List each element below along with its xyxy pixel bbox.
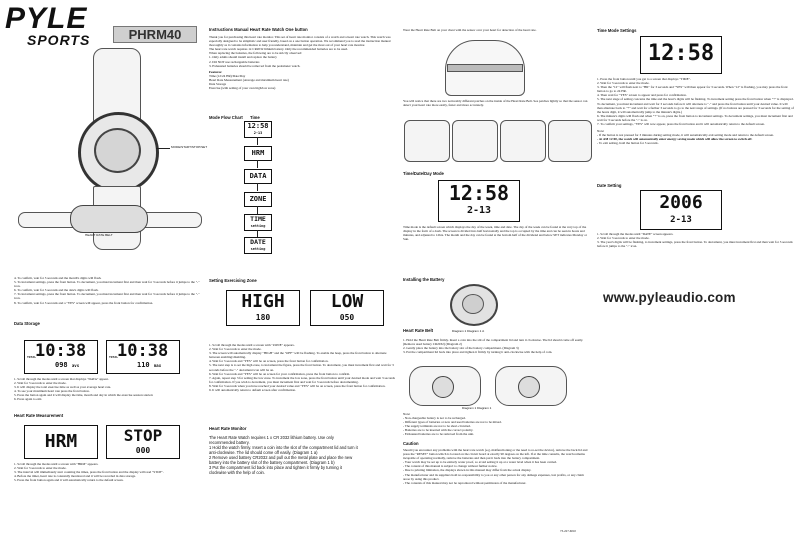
zone-step-5: 5. The next step is to set the high zone, to increment the figure, press the front button. To decrement, you must increment first and wait for 3 seconds before the "-" decrement icon will be on. [209,363,394,372]
storage-max-unit: max [153,363,162,368]
feature-2: Heart Rate Measurement (Average and maximum heart rate) [209,77,289,82]
hrm-steps [14,462,200,482]
low-sub: 050 [339,313,355,322]
install-battery-heading: Installing the Battery [403,277,445,282]
date-confirm-steps [14,276,200,305]
caution-2: - Your watch may be set up to be entirely water proof, so avoid setting it up at a water level when it has been carried. [403,460,557,465]
hrm-display: HRM [24,425,98,459]
monitor-line-3: 2 Remove used battery CR2032 and pull out the metal plate and place the new battery into the battery slot of the battery compartment. (Diagram 1 b) [209,455,353,465]
stop-text: STOP [123,426,163,445]
tms-step-6: 6. The minute's digits will flash and when "+" is on, press the front button to increment settings. To decrement settings, you must increment first and wait for 3 seconds before the "-" is on. [597,113,793,122]
tms-note-heading: Note: [597,129,605,134]
tms-note-3: - To exit setting, hold the button for 3 seconds. [597,141,659,146]
storage-avg-time: 10:38 [35,341,87,361]
flow-time-label: Time [250,115,260,120]
feature-3: Data Storage [209,82,227,87]
tms-steps [597,77,794,146]
tms-heading: Time Mode Settings [597,28,637,33]
flow-screen-time [244,121,272,138]
zone-step-3: 3. The screen will automatically display "HIGH" and the "OFF" will be flashing. To enable the beep, press the front button to alternate between enabling/disabling. [209,351,387,360]
caution-4: - Due to printing limitation, the displays shown in this manual may differ from the actual display. [403,468,532,473]
hrm-step-4: 4. Before the timer, heart rate is constantly monitored and it will be recorded in data storage. [14,474,136,479]
intro-text: Thank you for purchasing this heart rate monitor. This set of heart rate monitor consists of a watch and a heart rate watch. This watch was especially designed to be simplistic and user friendly, based on a one button operation. We recommend you to read the instruction manual thoroughly as it contains information to help you understand, maintain and get the most out of your heart rate monitor. [209,35,391,48]
storage-step-1: 1. Scroll through the modes until a screen that displays "DATA" appear. [14,377,109,381]
monitor-text [209,435,359,475]
zone-heading: Setting Exercising Zone [209,278,257,283]
low-text: LOW [330,291,364,312]
low-display [310,290,384,326]
caution-6: - The contents of this manual may not be reproduced without permission of the manufacturer. [403,480,527,485]
heart-belt-label: HEART RATE BELT [85,233,113,237]
caution-heading: Caution [403,441,419,446]
belt-step-1: 1. Hold the Heart Rate Belt firmly. Insert a coin into the slit of the compartment lid and turn it clockwise. The lid should come off easily. (Remove used battery CR2032) (Diagram 2) [403,338,584,347]
ds-step-3: 3. The year's digits will be flashing, to increment settings, press the front button. To decrement, you must increment first and then wait for 3 seconds before it jumps to the "-" icon. [597,240,793,249]
dc-step-4: 4. To confirm, wait for 3 seconds and the month's digits will flash. [14,276,102,280]
mode-button-label: MODE/START/STOP/SET [171,145,208,149]
tms-display [640,36,722,74]
flow-screen-zone: ZONE [244,192,272,207]
belt-step-2: 2. Gently place the battery into the battery slot of the battery compartment. (Diagram 3) [403,346,519,351]
belt-steps [403,338,589,354]
flow-screen-date-setting [244,237,272,254]
dc-step-7: 7. To increment settings, press the front button. To decrement, you must increment first and then wait for 3 seconds before it jumps to the "-" icon. [14,292,200,301]
flow-arrow [257,137,258,145]
intro-column [209,27,395,90]
ds-step-2: 2. Wait for 3 seconds to enter the mode. [597,236,650,241]
chest-belt-band [447,64,523,72]
tms-step-3: 3. Then the "12" will flash next to "HR" for 3 seconds and "YES" will then appear for 3 seconds. When "12" is flashing, you may press the front button to go to 24 HR. [597,85,788,94]
storage-step-3: 3. It will display the total exercise time as well as your average heart rate. [14,385,112,390]
flow-screen-time-text: 12:58 [247,122,269,130]
storage-step-4: 4. To see your maximum heart rate press the front button. [14,389,90,394]
tdm-display [438,180,520,222]
caution-text [403,448,591,485]
callout-line [156,148,170,149]
flow-arrow [257,230,258,237]
battery-note-3: - The supply terminals are not to be short-circuited. [403,424,471,429]
monitor-line-4: 3 Put the compartment lid back into place and tighten it firmly by turning it clockwise with the help of coin. [209,465,342,475]
zone-steps [209,343,395,392]
battery-notes [403,412,589,437]
zone-step-2: 2. Wait for 3 seconds to enter the mode. [209,347,262,352]
feature-1: Time (12/24 HR)/Date/Day [209,73,246,78]
storage-display-avg [24,340,98,374]
caution-1: Should you encounter any problems with the heart rate watch (e.g. malfunctioning or the need to re-set the device), remove the back lid and press the "RESET" button which is located on the circuit board at exactly 90 degrees on the left. If at the time consults, the watch remains incapable of operating normally, remove the batteries and then put it back into the battery compartment. [403,448,588,461]
tms-note-2: - At AM 12:00, the watch will automatically enter energy saving mode which will allow the screen to switch off. [597,137,753,142]
monitor-heading: Heart Rate Monitor [209,426,247,431]
belt-sensor [70,205,148,233]
dc-step-6: 6. To confirm, wait for 3 seconds and the date's digits will flash. [14,288,99,293]
feature-4: Exercise (with setting of your own high/low zone) [209,86,276,91]
tdm-date: 2-13 [466,205,492,216]
monitor-line-1: The Heart Rate Watch requires 1 x CR 2032 lithium battery. Use only recommended battery. [209,435,334,445]
flow-chart-heading: Mode Flow Chart [209,115,243,120]
ds-step-1: 1. Scroll through the modes until "DATE" screen appears. [597,232,674,236]
belt-note: You will notice that there are two noticeably different patches on the inside of the Heart Rate Belt. See patches lightly so that the sensor can detect your heart rate more easily, faster and more accurately. [403,99,588,108]
zone-step-9: 9. It will automatically return to default screen after confirmation. [209,388,296,393]
caution-5: - The manufacturer and its suppliers hold no responsibility to you or any other person for any damage expenses, lost profits, or any claim arose by using this product. [403,472,584,481]
battery-lid-inner [462,294,484,314]
brand-bottom: SPORTS [27,32,91,48]
storage-avg-unit: avs [71,363,80,368]
dc-step-5: 5. To increment settings, press the front button. To decrement, you must increment first and then wait for 3 seconds before it jumps to the "-" icon. [14,280,200,289]
storage-steps [14,377,200,402]
belt-sketch-1 [404,120,450,162]
monitor-line-2: 1 Hold the watch firmly. Insert a coin into the slot of the compartment lid and turn it anti-clockwise. The lid should come off easily. (Diagram 1 a) [209,445,358,455]
hrm-step-1: 1. Scroll through the modes until a screen with "HRM" appears. [14,462,99,466]
tms-step-5: 5. The next stage of setting concerns the time and the hour's digits will be flashing. To increment setting press the front button when "+" is displayed. To decrement, you must increment and wait for 3 seconds before it will alternate to "-" and press the front button until your desired value. It will then alternate back to "+" and wait for a further 3 seconds to go to the next stage of settings. (If no buttons are pressed for 3 seconds for the setting of the hours digit, it will automatically jump to the minute's digits.) [597,97,794,114]
wear-instruction: Wear the Heart Rate Belt on your chest with the sensor over your heart for detection of the heart rate. [403,28,537,32]
storage-step-5: 5. Press the button again and it will display the time, month and day in which the exercise session started. [14,393,154,398]
storage-avg-row [25,361,97,370]
flow-screen-time-sub: 2-13 [253,131,263,135]
date-setting-date: 2-13 [670,215,692,225]
zone-step-7: 7. Again, repeat step 3 for setting the low zone. To increment the low zone, press the front button until your desired mode and wait 3 seconds for confirmation. If you wish to decrement, you must increment first and wait for 3 seconds before decrementing. [209,375,395,384]
battery-note-2: - Different types of batteries or new and used batteries are not to be mixed. [403,420,502,425]
belt-step-3: 3. Put the compartment lid back into place and tighten it firmly by turning it anti-clockwise with the help of coin. [403,350,553,355]
storage-step-2: 2. Wait for 3 seconds to enter the mode. [14,381,67,386]
zone-step-8: 8. Wait for 3 seconds when you have reached your desired value and "YES" will be on screen, press the front button for confirmation. [209,383,386,388]
tdm-heading: Time/Date/Day Mode [403,171,444,176]
flow-screen-data: DATA [244,169,272,184]
watch-strap-top [93,48,141,122]
belt-coin-1 [432,376,454,398]
belt-sketch-3 [500,120,546,162]
belt-sketch-4 [548,120,592,162]
dc-step-8: 8. To confirm, wait for 3 seconds and a "YES" screen will appear, press the front button for confirmation. [14,300,154,305]
model-name: PHRM40 [128,27,182,42]
hrm-step-5: 5. Press the front button again and it will automatically return to the default screen. [14,478,124,483]
brand-logo [5,2,105,48]
website-link[interactable]: www.pyleaudio.com [603,290,736,305]
tms-time: 12:58 [647,41,715,66]
high-text: HIGH [241,291,285,312]
high-sub: 180 [255,313,271,322]
date-setting-display [640,190,722,230]
flow-screen-date-setting-text: DATE [250,238,266,246]
belt-coin-2 [518,376,540,398]
rule-1: 1. Only adults should install and replace the battery [209,55,277,60]
zone-step-4: 4. Wait for 3 seconds and "YES" will be on screen, press the front button for confirmation. [209,359,329,364]
brand-top: PYLE [5,2,88,35]
product-code: 73-227-6010 [560,529,576,533]
tms-step-4: 4. Then wait for "YES" screen to appear and press for confirmation. [597,93,687,98]
rule-3: 3. Exhausted batteries should be removed from the pedometer watch. [209,63,301,68]
storage-max-tag: TOTAL [109,355,119,359]
flow-arrow [257,183,258,191]
hrm-step-2: 2. Wait for 3 seconds to enter the mode. [14,466,67,471]
zone-step-6: 6. Wait for 3 seconds and "YES" will be on screen for your confirmation, press the front button to confirm. [209,371,350,376]
hrm-step-3: 3. The interval will immediately start counting the times, press the front button and the display will read "STOP". [14,470,164,475]
storage-max-value: 110 [137,361,150,369]
model-badge [113,26,197,43]
tms-step-1: 1. Press the front button until you get to a screen that displays "TIME". [597,77,691,81]
tms-step-7: 7. To confirm your settings, "YES" will now appear, press the front button and it will automatically return to the default screen. [597,122,765,127]
diagram-label-bottom: Diagram 1 Diagram 1 [462,406,492,410]
watch-screen [94,128,141,173]
date-setting-heading: Date Setting [597,183,622,188]
flow-screen-time-setting-text: TIME [250,215,266,223]
storage-avg-value: 098 [55,361,68,369]
replace-text: When replacing the batteries, the following are to be strictly observed: [209,51,302,56]
rule-2: 2. DO NOT use rechargeable batteries [209,59,260,64]
flow-screen-date-setting-sub: setting [250,247,266,251]
features-heading: Features: [209,69,223,74]
tdm-text: Time mode is the default screen which displays the day of the week, time and date. The day of the week can be found at the very top of the display in the form of a dash. The screen is divided into half horizontally and the top is occupied by the time and can be seen in hours and minutes, and adjusted to 12hrs. The month and the day can be found at the bottom half of the dividend and below SET indicates Monday or Sun. [403,225,588,242]
battery-note-heading: Note: [403,412,411,416]
tms-note-1: - If the button is not pressed for 3 minutes during setting mode, it will automatically exit setting mode and return to the default screen. [597,133,774,138]
stop-display [106,425,180,459]
storage-avg-tag: TOTAL [27,355,37,359]
storage-display-max [106,340,180,374]
heart-belt-heading: Heart Rate Belt [403,328,434,333]
tms-step-2: 2. Wait for 3 seconds to enter the mode. [597,81,650,86]
zone-step-1: 1. Scroll through the modes until a screen with "ZONE" appears. [209,343,295,347]
battery-note-5: - Exhausted batteries are to be removed from the unit. [403,432,475,437]
diagram-label-top: Diagram 1 Diagram 1 A [452,329,485,333]
flow-screen-hrm: HRM [244,146,272,161]
flow-screen-time-setting-sub: setting [250,224,266,228]
caution-3: - The content of this manual is subject to change without further notice. [403,464,498,469]
battery-text: The heart rate watch requires 1x CR2032 lithium battery. Only the recommended batteries are to be used. [209,47,348,52]
flow-screen-time-setting [244,214,272,231]
battery-note-4: - Batteries are to be inserted with the correct polarity. [403,428,474,433]
manual-title: Instructions Manual Heart Rate Watch One button [209,27,308,32]
belt-sketch-2 [452,120,498,162]
flow-arrow [257,206,258,214]
stop-sub: 000 [135,446,151,455]
storage-max-time: 10:38 [117,341,169,361]
tdm-time: 12:58 [448,181,510,205]
date-setting-year: 2006 [659,192,703,213]
hrm-heading: Heart Rate Measurement [14,413,64,418]
date-setting-steps [597,232,794,248]
data-storage-heading: Data Storage [14,321,40,326]
storage-max-row [107,361,179,370]
storage-step-6: 6. Press again to exit. [14,397,43,402]
flow-arrow [257,160,258,168]
battery-note-1: - Non-chargeable battery is not to be recharged. [403,416,466,421]
high-display [226,290,300,326]
